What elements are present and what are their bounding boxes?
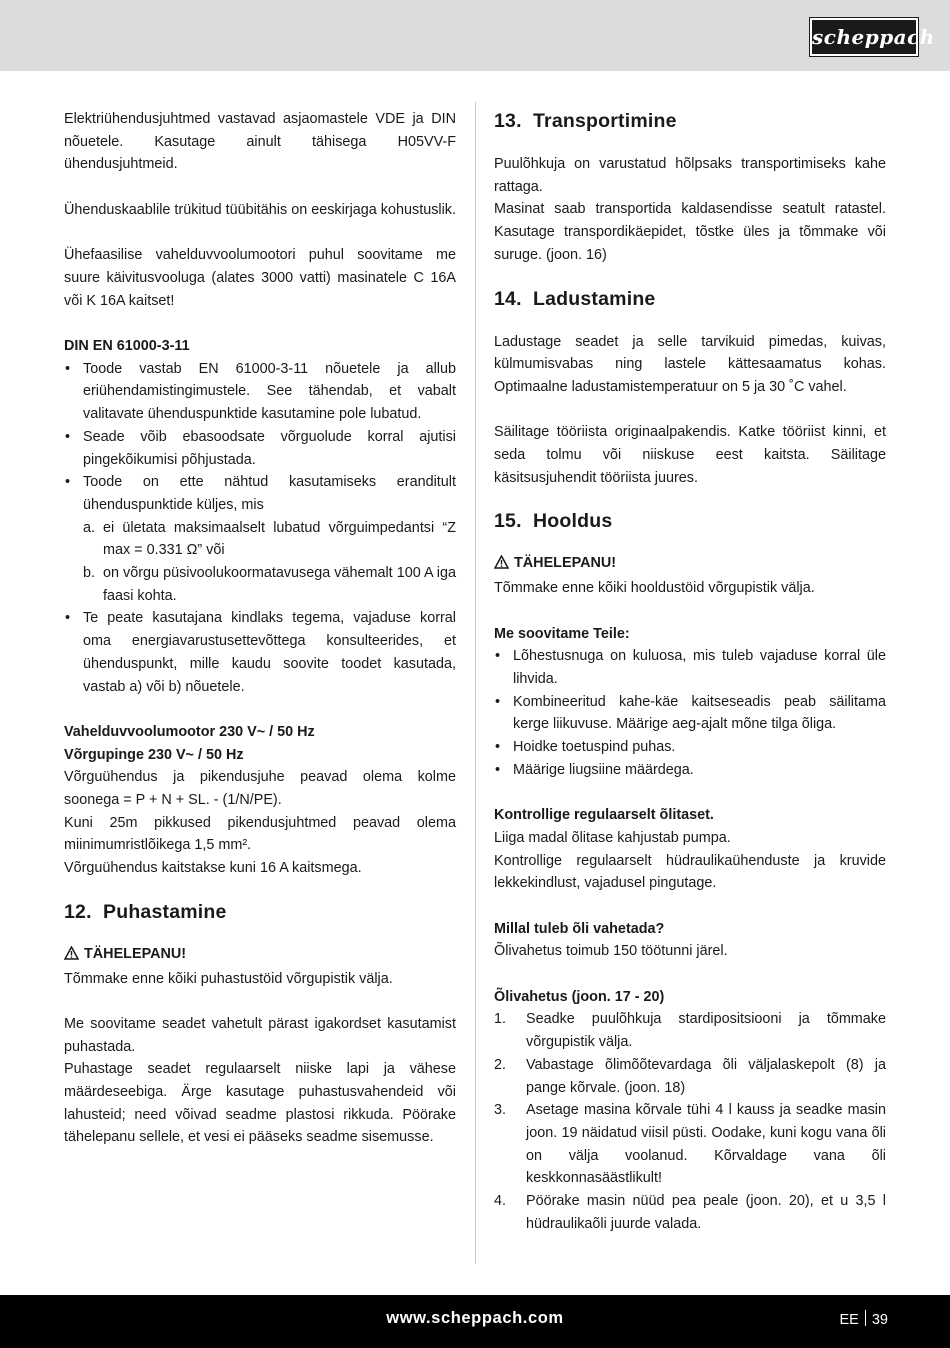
page-number <box>840 1310 888 1328</box>
list-item <box>494 1008 886 1053</box>
section-title: Transportimine <box>533 110 677 132</box>
oil-steps-list <box>494 1008 886 1235</box>
cleaning-paragraph-2: Puhastage seadet regulaarselt niiske lapi ja vähese määrdeseebiga. Ärge kasutage puhastusvahendeid või lahusteid; need võivad seadme plastosi rikkuda. Pöörake tähelepanu sellele, et vesi ei pääseks seadme sisemusse. <box>64 1061 456 1146</box>
list-item <box>494 1190 886 1235</box>
page-footer <box>0 1295 950 1348</box>
section-12-heading <box>64 898 456 926</box>
oil-check-paragraph-2: Kontrollige regulaarselt hüdraulikaühenduste ja kruvide lekkekindlust, vajadusel pingutage. <box>494 852 886 892</box>
list-item <box>64 471 456 607</box>
page-header <box>0 0 950 71</box>
oil-steps-heading: Õlivahetus (joon. 17 - 20) <box>494 988 665 1005</box>
warning-description: Tõmmake enne kõiki hooldustöid võrgupistik välja. <box>494 580 815 597</box>
intro-paragraph-3: Ühefaasilise vahelduvvoolumootori puhul soovitame me suure käivitusvooluga (alates 3000 vatti) masinatele C 16A või K 16A kaitset! <box>64 247 456 309</box>
din-sub-list <box>83 517 456 608</box>
intro-paragraph-1: Elektriühendusjuhtmed vastavad asjaomastele VDE ja DIN nõuetele. Kasutage ainult tähisega H05VV-F ühendusjuhtmeid. <box>64 111 456 173</box>
motor-paragraph-2: Kuni 25m pikkused pikendusjuhtmed peavad olema miinimumristlõikega 1,5 mm². <box>64 814 456 854</box>
list-item-text: Toode on ette nähtud kasutamiseks eranditult ühenduspunktide küljes, mis <box>83 474 456 513</box>
din-heading: DIN EN 61000-3-11 <box>64 337 190 354</box>
warning-triangle-icon <box>64 945 80 968</box>
column-divider <box>475 102 476 1264</box>
oil-change-answer: Õlivahetus toimub 150 töötunni järel. <box>494 943 728 960</box>
section-title: Puhastamine <box>103 900 227 923</box>
list-item: • Te peate kasutajana kindlaks tegema, vajaduse korral oma energiavarustusettevõttega konsulteerides, et ühenduspunkt, mille kaudu soovite toodet kasutada, vastab a) või b) nõuetele. <box>64 607 456 698</box>
step-number: 1. <box>494 1011 507 1028</box>
warning-label <box>64 943 456 968</box>
warning-triangle-icon <box>494 554 510 577</box>
right-column <box>494 107 886 1235</box>
language-code: EE <box>839 1312 859 1328</box>
section-number: 13. <box>494 110 522 132</box>
section-number: 15. <box>494 510 522 533</box>
transport-paragraph-2: Masinat saab transportida kaldasendisse seatult ratastel. Kasutage transpordikäepidet, tõstke üles ja tõmmake või suruge. (joon. 16) <box>494 201 886 263</box>
website-link[interactable]: www.scheppach.com <box>386 1309 564 1327</box>
warning-label <box>494 552 886 577</box>
transport-paragraph-1: Puulõhkuja on varustatud hõlpsaks transportimiseks kahe rattaga. <box>494 156 886 195</box>
step-number: 2. <box>494 1056 507 1073</box>
section-number: 14. <box>494 287 522 310</box>
step-text: Asetage masina kõrvale tühi 4 l kauss ja seadke masin joon. 19 näidatud viisil püsti. Oodake, kuni kogu vana õli on välja voolanud. Kõrvaldage vana õli keskkonnasäästlikult! <box>526 1102 886 1187</box>
cleaning-paragraph-1: Me soovitame seadet vahetult pärast igakordset kasutamist puhastada. <box>64 1015 456 1055</box>
recommend-bullet-list <box>494 645 886 781</box>
section-title: Ladustamine <box>533 287 656 310</box>
list-item: • Lõhestusnuga on kuluosa, mis tuleb vajaduse korral üle lihvida. <box>494 645 886 690</box>
left-column <box>64 108 456 1149</box>
motor-heading: Vahelduvvoolumootor 230 V~ / 50 Hz <box>64 723 315 740</box>
section-number: 12. <box>64 900 92 923</box>
step-number: 4. <box>494 1193 507 1210</box>
step-text: Vabastage õlimõõtevardaga õli väljalaskepolt (8) ja pange kõrvale. (joon. 18) <box>526 1056 886 1096</box>
oil-change-question: Millal tuleb õli vahetada? <box>494 920 665 937</box>
list-item: • Toode vastab EN 61000-3-11 nõuetele ja allub eriühendamistingimustele. See tähendab, et vabalt valitavate ühenduspunktide kasutamine pole lubatud. <box>64 358 456 426</box>
voltage-heading: Võrgupinge 230 V~ / 50 Hz <box>64 746 244 763</box>
section-14-heading <box>494 285 886 313</box>
sub-list-text: on võrgu püsivoolukoormatavusega vähemalt 100 A iga faasi kohta. <box>103 565 456 604</box>
list-item: • Seade võib ebasoodsate võrguolude korral ajutisi pingekõikumisi põhjustada. <box>64 426 456 471</box>
storage-paragraph-2: Säilitage tööriista originaalpakendis. Katke tööriist kinni, et seda tolmu või niiskuse eest kaitsta. Säilitage käsitsusjuhendit tööriista juures. <box>494 424 886 486</box>
step-number: 3. <box>494 1102 507 1119</box>
storage-paragraph-1: Ladustage seadet ja selle tarvikuid pimedas, kuivas, külmumisvabas ning lastele kättesaamatus kohas. Optimaalne ladustamistemperatuur on 5 ja 30 ˚C vahel. <box>494 333 886 395</box>
list-item: • Kombineeritud kahe-käe kaitseseadis peab säilitama kerge liikuvuse. Määrige aeg-ajalt mõne tilga õliga. <box>494 691 886 736</box>
warning-description: Tõmmake enne kõiki puhastustöid võrgupistik välja. <box>64 970 393 987</box>
din-bullet-list <box>64 358 456 699</box>
section-title: Hooldus <box>533 510 613 533</box>
intro-paragraph-2: Ühenduskaablile trükitud tüübitähis on eeskirjaga kohustuslik. <box>64 201 456 218</box>
recommend-heading: Me soovitame Teile: <box>494 625 630 642</box>
motor-paragraph-3: Võrguühendus kaitstakse kuni 16 A kaitsmega. <box>64 860 362 877</box>
scheppach-logo: scheppach <box>810 18 918 56</box>
oil-check-paragraph-1: Liiga madal õlitase kahjustab pumpa. <box>494 829 731 846</box>
separator <box>865 1310 866 1326</box>
sub-list-marker: a. <box>83 519 96 536</box>
warning-text: TÄHELEPANU! <box>514 555 617 572</box>
list-item: • Hoidke toetuspind puhas. <box>494 736 886 759</box>
step-text: Seadke puulõhkuja stardipositsiooni ja tõmmake võrgupistik välja. <box>526 1011 886 1051</box>
list-item: • Määrige liugsiine määrdega. <box>494 759 886 782</box>
step-text: Pöörake masin nüüd pea peale (joon. 20), et u 3,5 l hüdraulikaõli juurde valada. <box>526 1193 886 1232</box>
section-15-heading <box>494 507 886 535</box>
sub-list-marker: b. <box>83 565 96 582</box>
motor-paragraph-1: Võrguühendus ja pikendusjuhe peavad olema kolme soonega = P + N + SL. - (1/N/PE). <box>64 769 456 809</box>
warning-text: TÄHELEPANU! <box>84 945 187 962</box>
section-13-heading <box>494 107 886 135</box>
sub-list-text: ei ületata maksimaalselt lubatud võrguimpedantsi “Z max = 0.331 Ω” või <box>103 519 456 559</box>
sub-list-item <box>83 517 456 562</box>
sub-list-item <box>83 562 456 607</box>
page-number-value: 39 <box>871 1312 888 1328</box>
list-item <box>494 1099 886 1190</box>
list-item <box>494 1054 886 1099</box>
oil-check-heading: Kontrollige regulaarselt õlitaset. <box>494 807 714 824</box>
